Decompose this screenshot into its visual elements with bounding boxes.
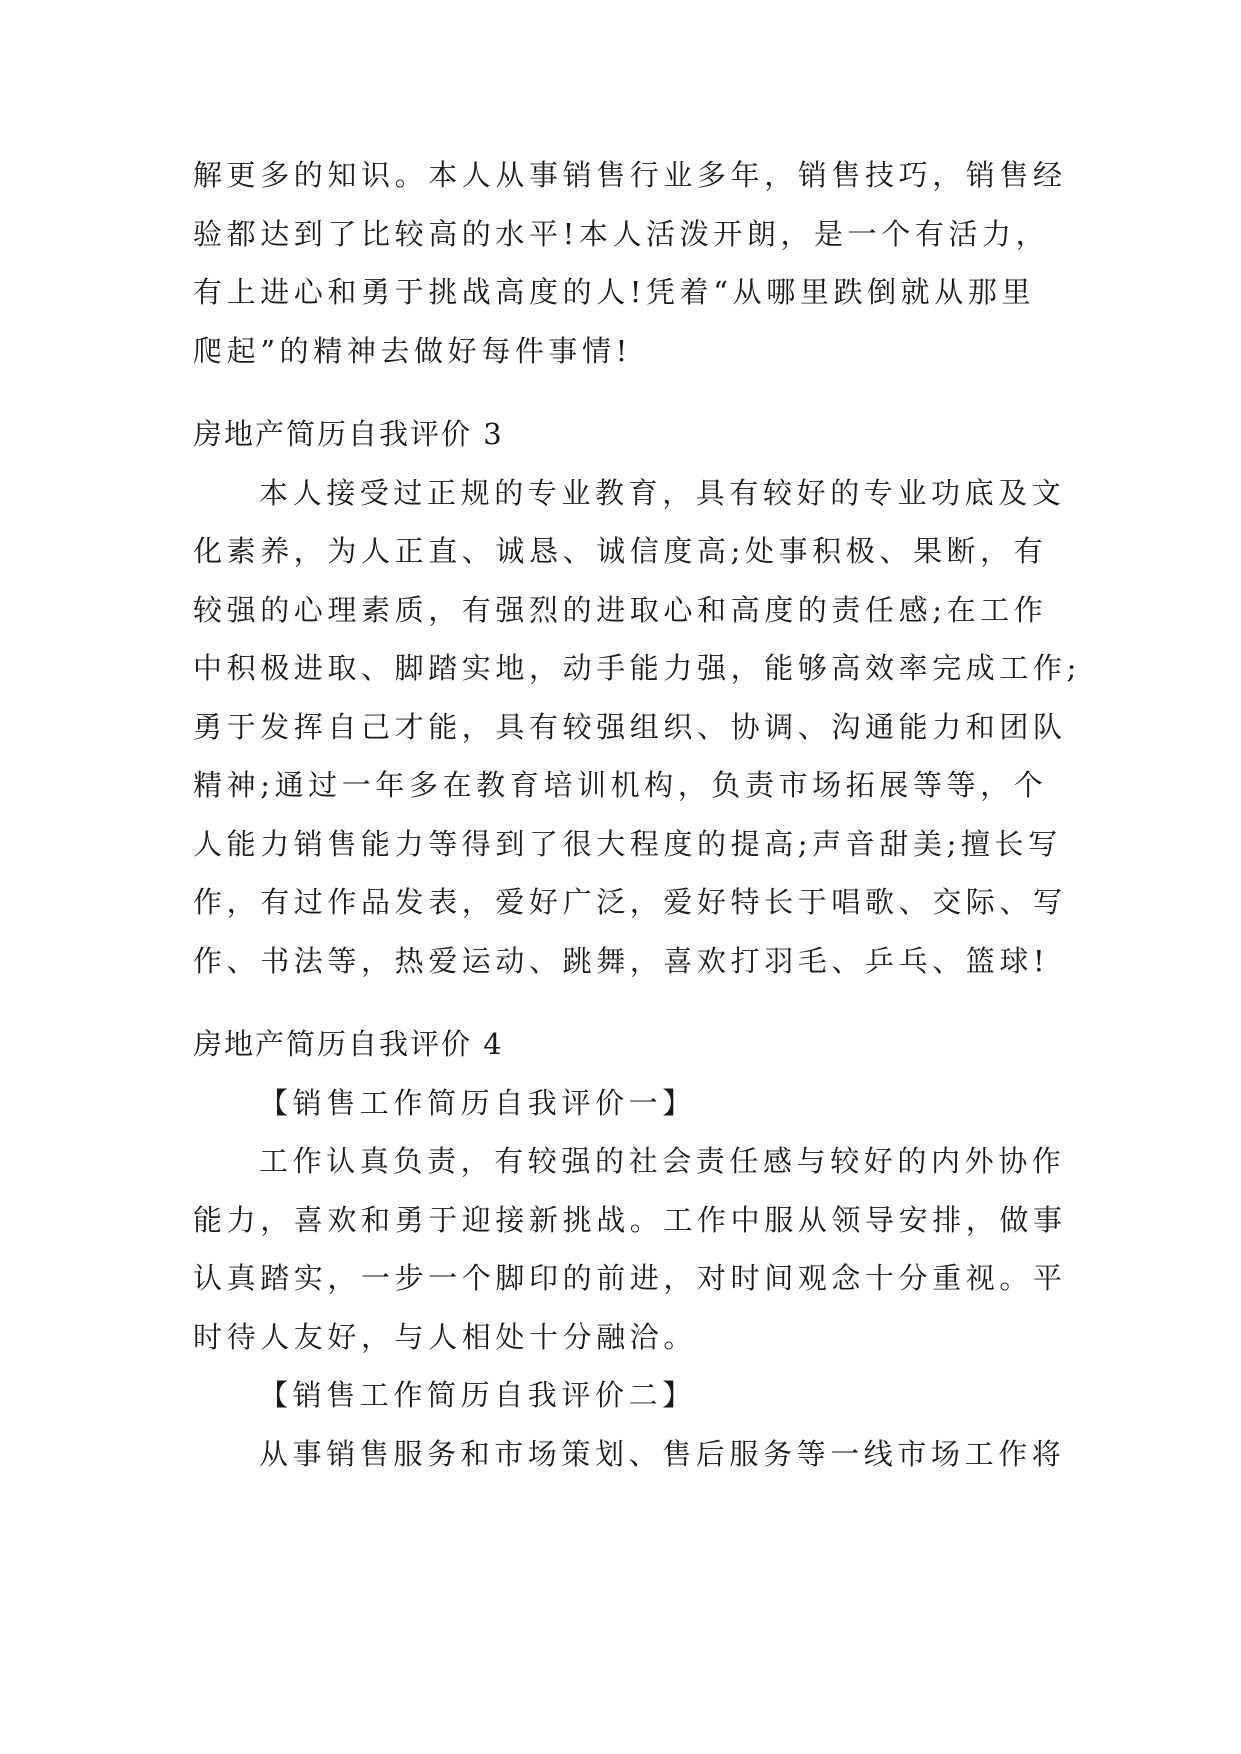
intro-paragraph — [193, 158, 1067, 369]
section-gap — [193, 392, 1053, 417]
paragraph-line: 人能力销售能力等得到了很大程度的提高;声音甜美;擅长写 — [193, 826, 1062, 861]
paragraph-line: 化素养，为人正直、诚恳、诚信度高;处事积极、果断，有 — [193, 534, 1048, 568]
paragraph-line: 爬起”的精神去做好每件事情! — [193, 333, 632, 368]
paragraph-line: 能力，喜欢和勇于迎接新挑战。工作中服从领导安排，做事 — [193, 1202, 1067, 1237]
paragraph-line: 勇于发挥自己才能，具有较强组织、协调、沟通能力和团队 — [193, 709, 1067, 744]
paragraph-line: 精神;通过一年多在教育培训机构，负责市场拓展等等，个 — [193, 768, 1048, 802]
paragraph-line: 作，有过作品发表，爱好广泛，爱好特长于唱歌、交际、写 — [193, 885, 1067, 919]
paragraph-line: 解更多的知识。本人从事销售行业多年，销售技巧，销售经 — [193, 158, 1067, 192]
section-4 — [193, 1027, 1067, 1472]
paragraph-line: 认真踏实，一步一个脚印的前进，对时间观念十分重视。平 — [193, 1261, 1067, 1295]
paragraph-line: 有上进心和勇于挑战高度的人!凭着“从哪里跌倒就从那里 — [193, 275, 1036, 309]
paragraph-line: 中积极进取、脚踏实地，动手能力强，能够高效率完成工作; — [193, 651, 1081, 685]
section-3 — [193, 417, 1081, 979]
paragraph-line: 验都达到了比较高的水平!本人活泼开朗，是一个有活力， — [193, 216, 1050, 251]
paragraph-line: 本人接受过正规的专业教育，具有较好的专业功底及文 — [259, 475, 1066, 510]
paragraph-line: 工作认真负责，有较强的社会责任感与较好的内外协作 — [259, 1144, 1066, 1178]
section-heading: 房地产简历自我评价 3 — [193, 417, 504, 451]
section-gap — [193, 1002, 1053, 1027]
section-heading: 房地产简历自我评价 4 — [193, 1027, 504, 1061]
paragraph-line: 时待人友好，与人相处十分融洽。 — [193, 1319, 698, 1354]
document-page — [193, 158, 1081, 1495]
paragraph-line: 较强的心理素质，有强烈的进取心和高度的责任感;在工作 — [193, 592, 1048, 627]
subsection-title: 【销售工作简历自我评价一】 — [259, 1085, 696, 1120]
paragraph-line: 作、书法等，热爱运动、跳舞，喜欢打羽毛、乒乓、篮球! — [193, 943, 1050, 978]
paragraph-line: 从事销售服务和市场策划、售后服务等一线市场工作将 — [259, 1436, 1066, 1471]
subsection-title: 【销售工作简历自我评价二】 — [259, 1378, 696, 1412]
